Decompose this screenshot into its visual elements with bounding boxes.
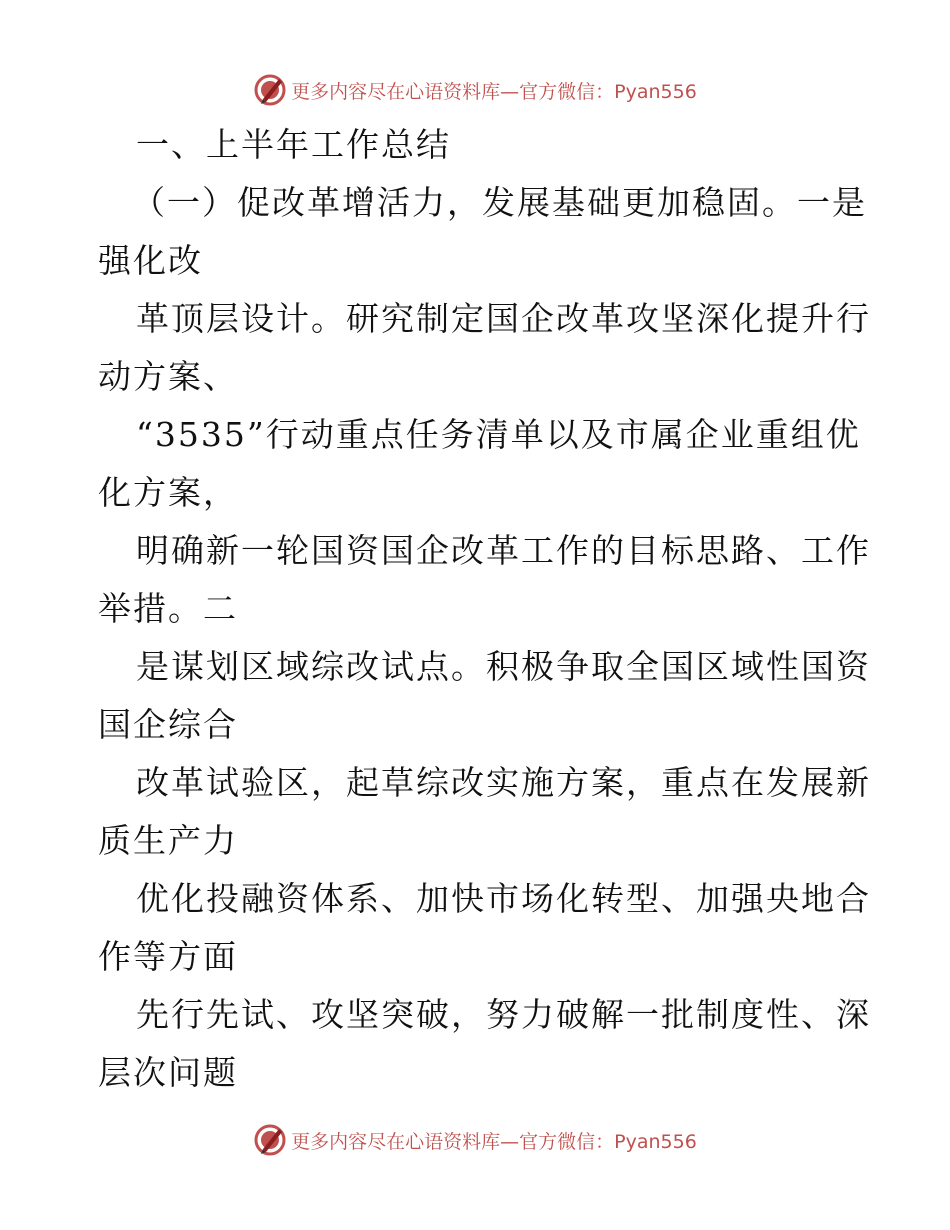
footer-banner <box>0 1122 950 1158</box>
pen-seal-icon <box>253 73 287 107</box>
paragraph-line: 动方案、 <box>98 357 238 396</box>
paragraph-line: “3535”行动重点任务清单以及市属企业重组优 <box>136 415 861 454</box>
paragraph-line: （一）促改革增活力，发展基础更加稳固。一是 <box>132 183 867 222</box>
paragraph-line: 国企综合 <box>98 705 238 744</box>
paragraph-line: 举措。二 <box>98 589 238 628</box>
banner-site-text: 更多内容尽在心语资料库 <box>291 1130 501 1153</box>
paragraph-line: 作等方面 <box>98 937 238 976</box>
banner-official-text: 官方微信：Pyan556 <box>519 1130 697 1153</box>
paragraph-line: 改革试验区，起草综改实施方案，重点在发展新 <box>136 763 871 802</box>
banner-official-text: 官方微信：Pyan556 <box>519 80 697 103</box>
paragraph-line: 先行先试、攻坚突破，努力破解一批制度性、深 <box>136 995 871 1034</box>
paragraph-line: 质生产力 <box>98 821 238 860</box>
paragraph-line: 是谋划区域综改试点。积极争取全国区域性国资 <box>136 647 871 686</box>
paragraph-line: 层次问题 <box>98 1053 238 1092</box>
banner-text <box>291 77 697 104</box>
header-banner <box>0 72 950 108</box>
banner-site-text: 更多内容尽在心语资料库 <box>291 80 501 103</box>
paragraph-line: 明确新一轮国资国企改革工作的目标思路、工作 <box>136 531 871 570</box>
banner-text <box>291 1127 697 1154</box>
paragraph-line: 化方案， <box>98 473 238 512</box>
banner-dash: — <box>500 80 520 103</box>
pen-seal-icon <box>253 1123 287 1157</box>
paragraph-line: 强化改 <box>98 241 203 280</box>
paragraph-line: 优化投融资体系、加快市场化转型、加强央地合 <box>136 879 871 918</box>
document-body <box>98 116 871 1102</box>
paragraph-line: 革顶层设计。研究制定国企改革攻坚深化提升行 <box>136 299 871 338</box>
banner-dash: — <box>500 1130 520 1153</box>
section-heading: 一、上半年工作总结 <box>136 125 451 164</box>
